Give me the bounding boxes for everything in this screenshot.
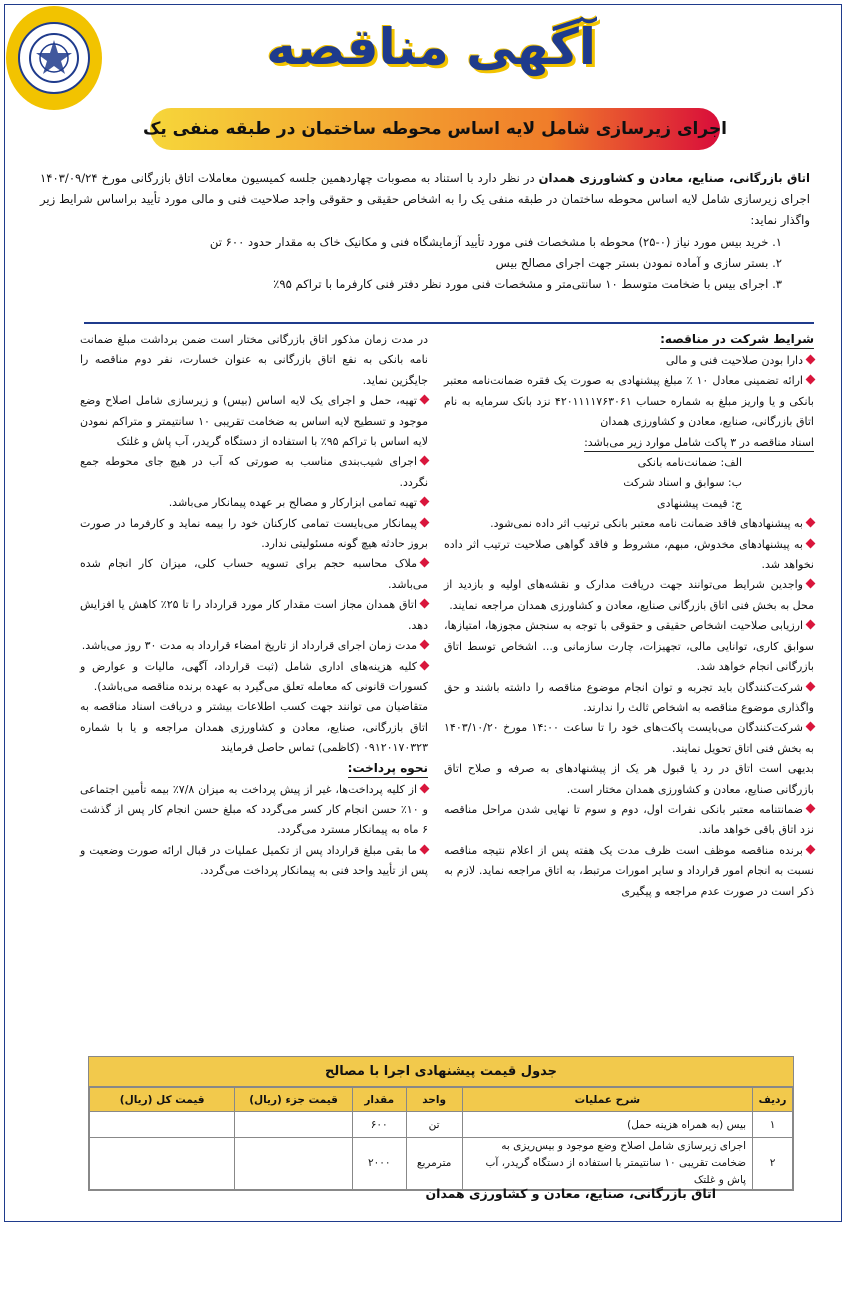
section-divider: [84, 322, 814, 324]
doc-item: الف: ضمانت‌نامه بانکی: [637, 456, 742, 470]
cell-total[interactable]: [90, 1112, 235, 1138]
discretion-paragraph: بدیهی است اتاق در رد یا قبول هر یک از پیشنهادهای به صرفه و صلاح اتاق بازرگانی صنایع، معادن و کشاورزی همدان مختار است.: [444, 762, 814, 796]
intro-item-1: ۱. خرید بیس مورد نیاز (۰-۲۵) محوطه با مشخصات فنی مورد تأیید آزمایشگاه فنی و مکانیک خاک به مقدار حدود ۶۰۰ تن: [209, 235, 782, 249]
intro-item-3: ۳. اجرای بیس با ضخامت متوسط ۱۰ سانتی‌متر و مشخصات فنی مورد نظر دفتر فنی کارفرما با تراکم ۹۵٪: [273, 277, 782, 291]
cell-desc: اجرای زیرسازی شامل اصلاح وضع موجود و بیس‌ریزی به ضخامت تقریبی ۱۰ سانتیمتر با استفاده از دستگاه گریدر، آب پاش و غلتک: [462, 1138, 752, 1190]
condition-item: ضمانتنامه معتبر بانکی نفرات اول، دوم و سوم تا نهایی شدن مراحل مناقصه نزد اتاق باقی خواهد ماند.: [444, 800, 814, 841]
cell-unit: مترمربع: [406, 1138, 462, 1190]
conditions-title: شرایط شرکت در مناقصه:: [660, 330, 814, 349]
payment-title: نحوه پرداخت:: [348, 759, 428, 778]
footer-org-name: اتاق بازرگانی، صنایع، معادن و کشاورزی همدان: [425, 1186, 716, 1201]
condition-item: به پیشنهادهای فاقد ضمانت نامه معتبر بانکی ترتیب اثر داده نمی‌شود.: [444, 514, 814, 534]
table-header-row: [90, 1088, 793, 1112]
intro-org-name: اتاق بازرگانی، صنایع، معادن و کشاورزی همدان: [538, 171, 811, 185]
doc-item: ج: قیمت پیشنهادی: [657, 496, 742, 510]
term-item: اتاق همدان مجاز است مقدار کار مورد قرارداد را تا ۲۵٪ کاهش یا افزایش دهد.: [80, 595, 428, 636]
th-desc: شرح عملیات: [462, 1088, 752, 1112]
conditions-column: [444, 330, 814, 902]
table-row: [90, 1112, 793, 1138]
term-item: کلیه هزینه‌های اداری شامل (ثبت قرارداد، آگهی، مالیات و عوارض و کسورات قانونی که معامله تعلق می‌گیرد به عهده برنده مناقصه می‌باشد).: [80, 657, 428, 698]
chamber-logo: [6, 6, 102, 110]
price-table-grid: [89, 1087, 793, 1190]
condition-item: ارزیابی صلاحیت اشخاص حقیقی و حقوقی با توجه به سنجش مجوزها، امتیازها، سوابق کاری، توانایی مالی، تجهیزات، چارت سازمانی و... اشخاص توسط اتاق بازرگانی انجام خواهد شد.: [444, 616, 814, 677]
continuation-paragraph: در مدت زمان مذکور اتاق بازرگانی مختار است ضمن برداشت مبلغ ضمانت نامه بانکی به نفع اتاق بازرگانی به عنوان خسارت، نفر دوم مناقصه را جایگزین نماید.: [80, 333, 428, 387]
term-item: ملاک محاسبه حجم برای تسویه حساب کلی، میزان کار انجام شده می‌باشد.: [80, 554, 428, 595]
price-table: [88, 1056, 794, 1191]
condition-item: برنده مناقصه موظف است ظرف مدت یک هفته پس از اعلام نتیجه مناقصه نسبت به انجام امور قرارداد و سایر امورات مرتبط، به اتاق مراجعه نماید. لازم به ذکر است در صورت عدم مراجعه و پیگیری: [444, 841, 814, 902]
condition-item: شرکت‌کنندگان باید تجربه و توان انجام موضوع مناقصه را داشته باشند و حق واگذاری موضوع مناقصه به اشخاص ثالث را ندارند.: [444, 678, 814, 719]
terms-column: [80, 330, 428, 882]
subject-text: اجرای زیرسازی شامل لایه اساس محوطه ساختمان در طبقه منفی یک: [142, 119, 728, 139]
term-item: تهیه، حمل و اجرای یک لایه اساس (بیس) و زیرسازی شامل اصلاح وضع موجود و تسطیح لایه اساس به ضخامت تقریبی ۱۰ سانتیمتر و متراکم نمودن لایه اساس با تراکم ۹۵٪ با استفاده از دستگاه گریدر، آب پاش و غلتک: [80, 391, 428, 452]
page-headline: آگهی مناقصه: [266, 18, 596, 76]
intro-paragraph: [40, 168, 810, 231]
payment-item: از کلیه پرداخت‌ها، غیر از پیش پرداخت به میزان ۷/۸٪ بیمه تأمین اجتماعی و ۱۰٪ حسن انجام کار کسر می‌گردد که مبلغ حسن انجام کار پس از گذشت ۶ ماه به پیمانکار مسترد می‌گردد.: [80, 780, 428, 841]
condition-item: به پیشنهادهای مخدوش، مبهم، مشروط و فاقد گواهی صلاحیت ترتیب اثر داده نخواهد شد.: [444, 535, 814, 576]
payment-item: ما بقی مبلغ قرارداد پس از تکمیل عملیات در قبال ارائه صورت وضعیت و پس از تأیید واحد فنی به پیمانکار پرداخت می‌گردد.: [80, 841, 428, 882]
term-item: پیمانکار می‌بایست تمامی کارکنان خود را بیمه نماید و کارفرما در صورت بروز حادثه هیچ گونه مسئولیتی ندارد.: [80, 514, 428, 555]
cell-total[interactable]: [90, 1138, 235, 1190]
condition-item: شرکت‌کنندگان می‌بایست پاکت‌های خود را تا ساعت ۱۴:۰۰ مورخ ۱۴۰۳/۱۰/۲۰ به بخش فنی اتاق تحویل نمایند.: [444, 718, 814, 759]
term-item: مدت زمان اجرای قرارداد از تاریخ امضاء قرارداد به مدت ۳۰ روز می‌باشد.: [80, 636, 428, 656]
intro-item-2: ۲. بستر سازی و آماده نمودن بستر جهت اجرای مصالح بیس: [495, 256, 782, 270]
intro-list: [40, 232, 810, 295]
cell-unit-price[interactable]: [235, 1138, 352, 1190]
th-row: ردیف: [753, 1088, 793, 1112]
cell-qty: ۶۰۰: [352, 1112, 406, 1138]
intro-text: در نظر دارد با استناد به مصوبات چهاردهمین جلسه کمیسیون معاملات اتاق بازرگانی مورخ ۱۴۰۳/۰۹/۲۴ اجرای زیرسازی شامل لایه اساس محوطه ساختمان در طبقه منفی یک را به اشخاص حقیقی و حقوقی واجد صلاحیت فنی و مالی مورد تأیید براساس شرایط زیر واگذار نماید:: [40, 171, 810, 227]
cell-unit: تن: [406, 1112, 462, 1138]
price-table-title: جدول قیمت پیشنهادی اجرا با مصالح: [89, 1057, 793, 1087]
cell-desc: بیس (به همراه هزینه حمل): [462, 1112, 752, 1138]
condition-item: واجدین شرایط می‌توانند جهت دریافت مدارک و نقشه‌های اولیه و بازدید از محل به بخش فنی اتاق بازرگانی صنایع، معادن و کشاورزی همدان مراجعه نمایند.: [444, 575, 814, 616]
subject-banner: [142, 108, 728, 150]
table-row: [90, 1138, 793, 1190]
cell-unit-price[interactable]: [235, 1112, 352, 1138]
term-item: اجرای شیب‌بندی مناسب به صورتی که آب در هیچ جای محوطه جمع نگردد.: [80, 452, 428, 493]
cell-row: ۲: [753, 1138, 793, 1190]
intro-section: [40, 168, 810, 295]
contact-paragraph: متقاضیان می توانند جهت کسب اطلاعات بیشتر و دریافت اسناد مناقصه به اتاق بازرگانی، صنایع، معادن و کشاورزی همدان مراجعه و یا با شماره ۰۹۱۲۰۱۷۰۳۲۳ (کاظمی) تماس حاصل فرمایند: [80, 700, 428, 755]
th-total: قیمت کل (ریال): [90, 1088, 235, 1112]
th-qty: مقدار: [352, 1088, 406, 1112]
doc-item: ب: سوابق و اسناد شرکت: [623, 476, 742, 490]
docs-heading: اسناد مناقصه در ۳ پاکت شامل موارد زیر می‌باشد:: [584, 434, 814, 452]
condition-item: ارائه تضمینی معادل ۱۰ ٪ مبلغ پیشنهادی به صورت یک فقره ضمانت‌نامه معتبر بانکی و یا واریز مبلغ به شماره حساب ۴۲۰۱۱۱۱۷۶۳۰۶۱ نزد بانک سرمایه به نام اتاق بازرگانی، صنایع، معادن و کشاورزی همدان: [444, 371, 814, 432]
logo-emblem-icon: [18, 22, 90, 94]
condition-item: دارا بودن صلاحیت فنی و مالی: [444, 351, 814, 371]
term-item: تهیه تمامی ابزارکار و مصالح بر عهده پیمانکار می‌باشد.: [80, 493, 428, 513]
th-unit-price: قیمت جزء (ریال): [235, 1088, 352, 1112]
th-unit: واحد: [406, 1088, 462, 1112]
cell-qty: ۲۰۰۰: [352, 1138, 406, 1190]
cell-row: ۱: [753, 1112, 793, 1138]
